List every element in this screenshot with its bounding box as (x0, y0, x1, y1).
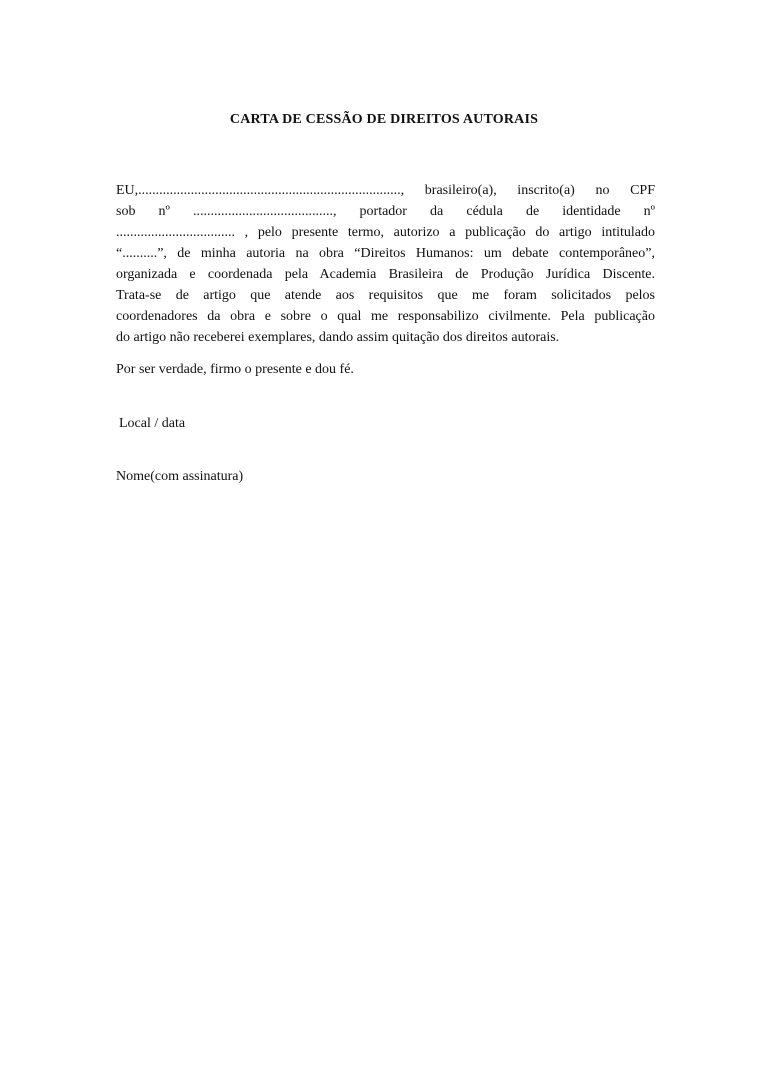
paragraph-line (116, 327, 655, 348)
place-date-field: Local / data (119, 416, 186, 431)
paragraph-line-text: coordenadores da obra e sobre o qual me responsabilizo civilmente. Pela publicação (116, 309, 655, 324)
paragraph-line-text: do artigo não receberei exemplares, dando assim quitação dos direitos autorais. (116, 330, 560, 345)
paragraph-line-text: “..........”, de minha autoria na obra “Direitos Humanos: um debate contemporâneo”, (116, 246, 655, 261)
document-title (0, 110, 768, 130)
signature-field: Nome(com assinatura) (116, 469, 244, 484)
paragraph-line (116, 306, 655, 327)
paragraph-line-text: .................................. , pelo presente termo, autorizo a publicação do artigo intitulado (116, 225, 655, 240)
document-title-text: CARTA DE CESSÃO DE DIREITOS AUTORAIS (229, 112, 539, 127)
closing-statement: Por ser verdade, firmo o presente e dou fé. (116, 362, 354, 377)
paragraph-line-text: organizada e coordenada pela Academia Brasileira de Produção Jurídica Discente. (116, 267, 655, 282)
paragraph-line (116, 264, 655, 285)
authorization-paragraph (116, 180, 655, 348)
paragraph-line-text: EU,..........................................................................., brasileiro(a), inscrito(a) no CPF (116, 183, 655, 198)
paragraph-line (116, 285, 655, 306)
paragraph-line (116, 243, 655, 264)
paragraph-line-text: Trata-se de artigo que atende aos requisitos que me foram solicitados pelos (116, 288, 655, 303)
paragraph-line-text: sob nº ........................................, portador da cédula de identidade nº (116, 204, 655, 219)
paragraph-line (116, 222, 655, 243)
paragraph-line (116, 201, 655, 222)
paragraph-line (116, 180, 655, 201)
